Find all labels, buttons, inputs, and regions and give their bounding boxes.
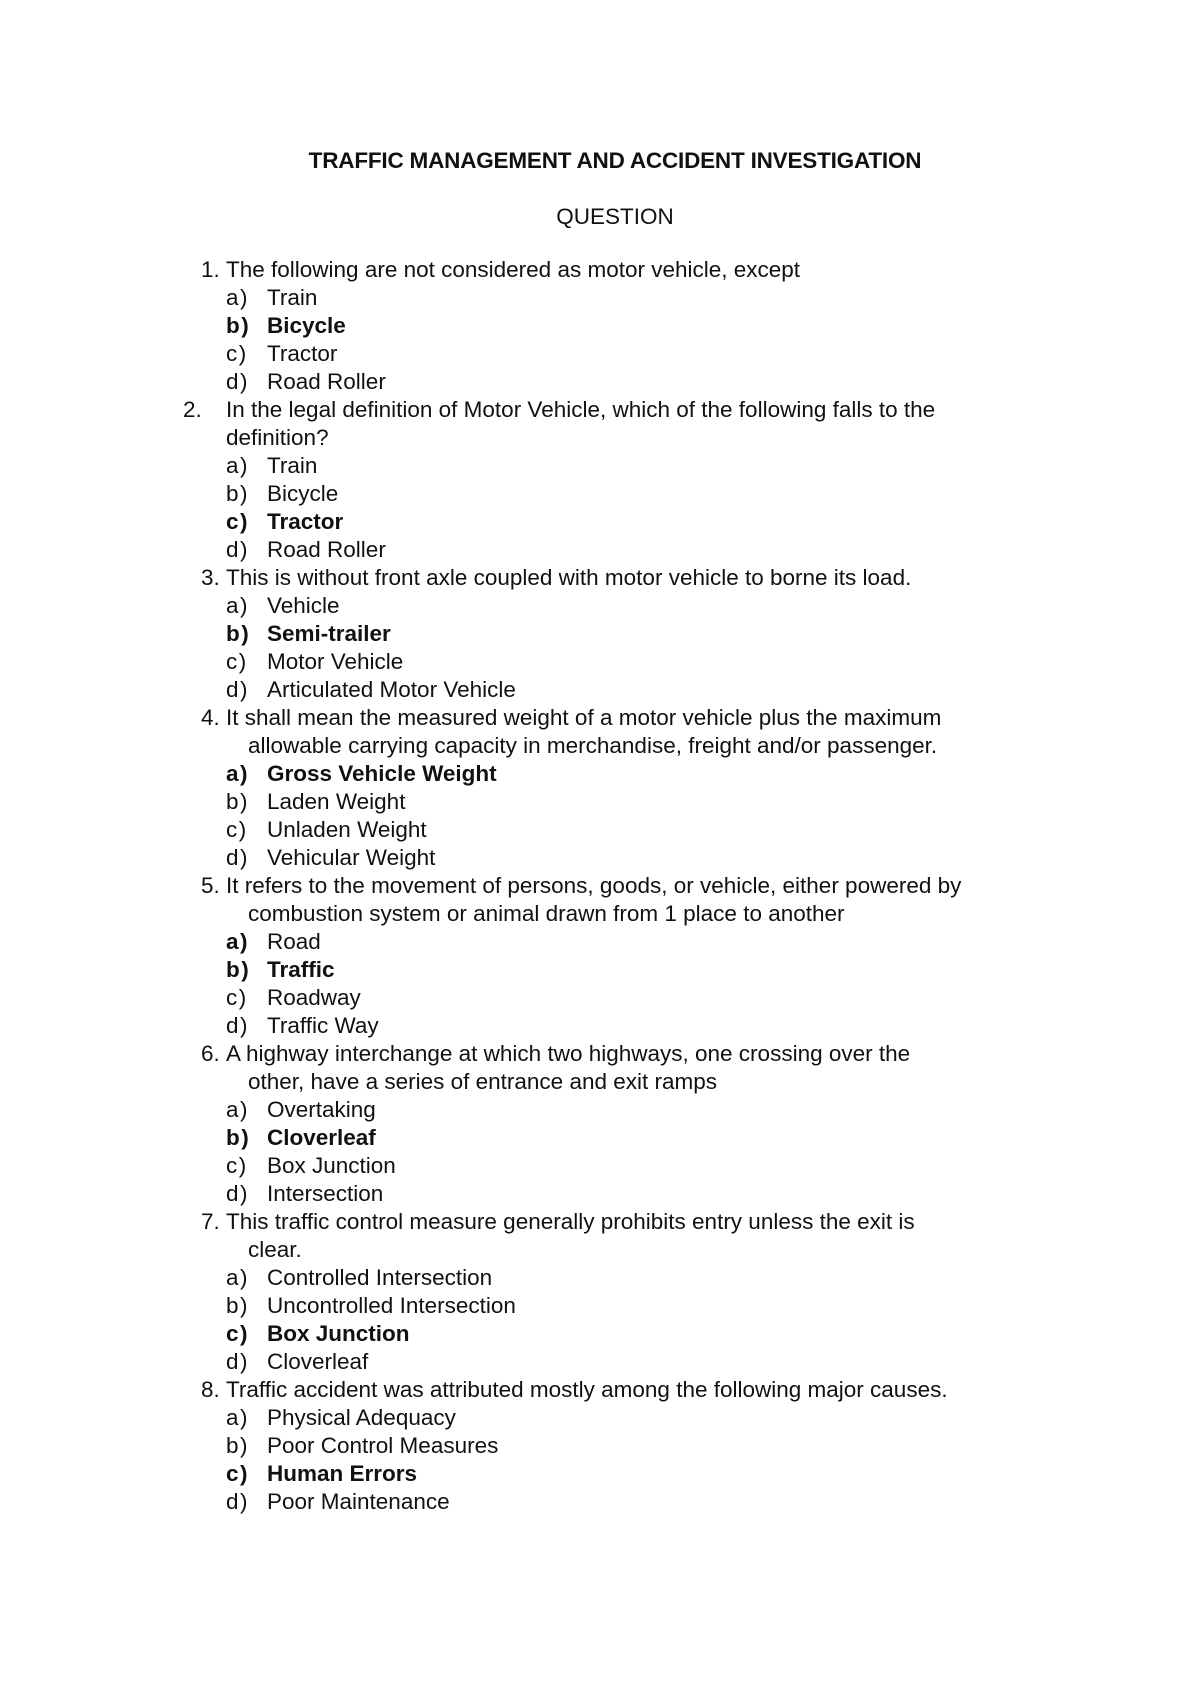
answer-option-text: Train [267, 453, 318, 478]
answer-option [0, 1432, 1200, 1460]
question-text: This is without front axle coupled with motor vehicle to borne its load. [226, 565, 912, 590]
question-row [0, 1040, 1200, 1068]
answer-option [0, 1096, 1200, 1124]
answer-option-text: Motor Vehicle [267, 649, 404, 674]
question-number: 5. [201, 873, 220, 898]
answer-option [0, 844, 1200, 872]
question-number: 6. [201, 1041, 220, 1066]
question-text: Traffic accident was attributed mostly among the following major causes. [226, 1377, 948, 1402]
answer-option [0, 816, 1200, 844]
question-row [0, 564, 1200, 592]
answer-option [0, 1292, 1200, 1320]
question-text-continued: combustion system or animal drawn from 1 place to another [248, 901, 845, 926]
answer-option [0, 1152, 1200, 1180]
answer-option [0, 788, 1200, 816]
question-text: The following are not considered as motor vehicle, except [226, 257, 801, 282]
correct-answer-text: Tractor [267, 509, 344, 534]
answer-option-letter: c) [226, 1321, 250, 1346]
answer-option-letter: a) [226, 1405, 250, 1430]
answer-option-letter: a) [226, 1097, 250, 1122]
question-text-continued: clear. [248, 1237, 302, 1262]
answer-option-letter: b) [226, 789, 250, 814]
question-text-continued: allowable carrying capacity in merchandise, freight and/or passenger. [248, 733, 938, 758]
question-number: 2. [183, 397, 202, 422]
question-number: 7. [201, 1209, 220, 1234]
document-title: TRAFFIC MANAGEMENT AND ACCIDENT INVESTIGATION [308, 148, 922, 173]
answer-option-text: Vehicle [267, 593, 340, 618]
answer-option-letter: d) [226, 369, 250, 394]
correct-answer-text: Traffic [267, 957, 335, 982]
question-text: A highway interchange at which two highways, one crossing over the [226, 1041, 911, 1066]
question-text: It refers to the movement of persons, goods, or vehicle, either powered by [226, 873, 962, 898]
answer-option-text: Box Junction [267, 1153, 396, 1178]
answer-option-text: Bicycle [267, 481, 339, 506]
answer-option [0, 1404, 1200, 1432]
answer-option [0, 1320, 1200, 1348]
question-text: This traffic control measure generally prohibits entry unless the exit is [226, 1209, 915, 1234]
question-continuation-row [0, 424, 1200, 452]
answer-option-letter: b) [226, 621, 251, 646]
question-continuation-row [0, 1068, 1200, 1096]
answer-option-letter: c) [226, 649, 248, 674]
answer-option-text: Road [267, 929, 321, 954]
answer-option-text: Road Roller [267, 369, 386, 394]
answer-option [0, 1180, 1200, 1208]
answer-option [0, 676, 1200, 704]
answer-option [0, 760, 1200, 788]
answer-option-letter: d) [226, 1349, 250, 1374]
answer-option [0, 592, 1200, 620]
question-text-continued: definition? [226, 425, 329, 450]
question-continuation-row [0, 1236, 1200, 1264]
answer-option [0, 956, 1200, 984]
answer-option-letter: c) [226, 509, 250, 534]
answer-option-text: Roadway [267, 985, 361, 1010]
question-text: In the legal definition of Motor Vehicle, which of the following falls to the [226, 397, 936, 422]
question-text-continued: other, have a series of entrance and exit ramps [248, 1069, 718, 1094]
correct-answer-text: Human Errors [267, 1461, 418, 1486]
answer-option-text: Poor Control Measures [267, 1433, 499, 1458]
answer-option-text: Road Roller [267, 537, 386, 562]
answer-option-letter: a) [226, 1265, 250, 1290]
answer-option-letter: d) [226, 537, 250, 562]
answer-option-text: Vehicular Weight [267, 845, 436, 870]
answer-option-letter: d) [226, 1489, 250, 1514]
correct-answer-text: Cloverleaf [267, 1125, 376, 1150]
answer-option [0, 984, 1200, 1012]
answer-option [0, 284, 1200, 312]
answer-option [0, 508, 1200, 536]
answer-option [0, 1348, 1200, 1376]
answer-option-text: Unladen Weight [267, 817, 427, 842]
question-text: It shall mean the measured weight of a motor vehicle plus the maximum [226, 705, 942, 730]
answer-option-letter: d) [226, 677, 250, 702]
answer-option-text: Intersection [267, 1181, 384, 1206]
correct-answer-text: Box Junction [267, 1321, 410, 1346]
answer-option-text: Physical Adequacy [267, 1405, 456, 1430]
document-subtitle: QUESTION [556, 204, 674, 229]
question-row [0, 396, 1200, 424]
answer-option-letter: b) [226, 1433, 250, 1458]
answer-option [0, 452, 1200, 480]
answer-option [0, 620, 1200, 648]
answer-option-text: Poor Maintenance [267, 1489, 450, 1514]
question-number: 3. [201, 565, 220, 590]
answer-option-letter: b) [226, 313, 251, 338]
answer-option-text: Train [267, 285, 318, 310]
answer-option-letter: b) [226, 1125, 251, 1150]
answer-option-letter: d) [226, 1013, 250, 1038]
answer-option [0, 536, 1200, 564]
answer-option [0, 480, 1200, 508]
answer-option [0, 368, 1200, 396]
answer-option [0, 312, 1200, 340]
answer-option-text: Uncontrolled Intersection [267, 1293, 516, 1318]
answer-option-letter: d) [226, 845, 250, 870]
answer-option [0, 1460, 1200, 1488]
answer-option-letter: a) [226, 761, 250, 786]
question-number: 4. [201, 705, 220, 730]
question-row [0, 704, 1200, 732]
answer-option-letter: a) [226, 929, 250, 954]
question-number: 1. [201, 257, 220, 282]
question-continuation-row [0, 900, 1200, 928]
answer-option-letter: b) [226, 957, 251, 982]
answer-option-text: Articulated Motor Vehicle [267, 677, 516, 702]
answer-option-letter: c) [226, 985, 248, 1010]
answer-option-letter: c) [226, 817, 248, 842]
answer-option-text: Controlled Intersection [267, 1265, 493, 1290]
correct-answer-text: Semi-trailer [267, 621, 391, 646]
answer-option-letter: c) [226, 1461, 250, 1486]
answer-option [0, 340, 1200, 368]
answer-option-letter: b) [226, 481, 250, 506]
answer-option-text: Tractor [267, 341, 338, 366]
answer-option [0, 1124, 1200, 1152]
answer-option-letter: a) [226, 285, 250, 310]
correct-answer-text: Gross Vehicle Weight [267, 761, 497, 786]
answer-option-text: Traffic Way [267, 1013, 379, 1038]
answer-option-text: Cloverleaf [267, 1349, 369, 1374]
answer-option-letter: d) [226, 1181, 250, 1206]
correct-answer-text: Bicycle [267, 313, 346, 338]
answer-option-letter: c) [226, 341, 248, 366]
answer-option [0, 1488, 1200, 1516]
question-row [0, 1208, 1200, 1236]
answer-option-letter: b) [226, 1293, 250, 1318]
answer-option-letter: a) [226, 593, 250, 618]
question-number: 8. [201, 1377, 220, 1402]
question-row [0, 256, 1200, 284]
question-row [0, 872, 1200, 900]
answer-option-text: Overtaking [267, 1097, 376, 1122]
answer-option-letter: c) [226, 1153, 248, 1178]
answer-option-text: Laden Weight [267, 789, 406, 814]
question-row [0, 1376, 1200, 1404]
answer-option [0, 648, 1200, 676]
answer-option-letter: a) [226, 453, 250, 478]
question-list [0, 256, 1200, 1516]
answer-option [0, 928, 1200, 956]
question-continuation-row [0, 732, 1200, 760]
answer-option [0, 1012, 1200, 1040]
answer-option [0, 1264, 1200, 1292]
